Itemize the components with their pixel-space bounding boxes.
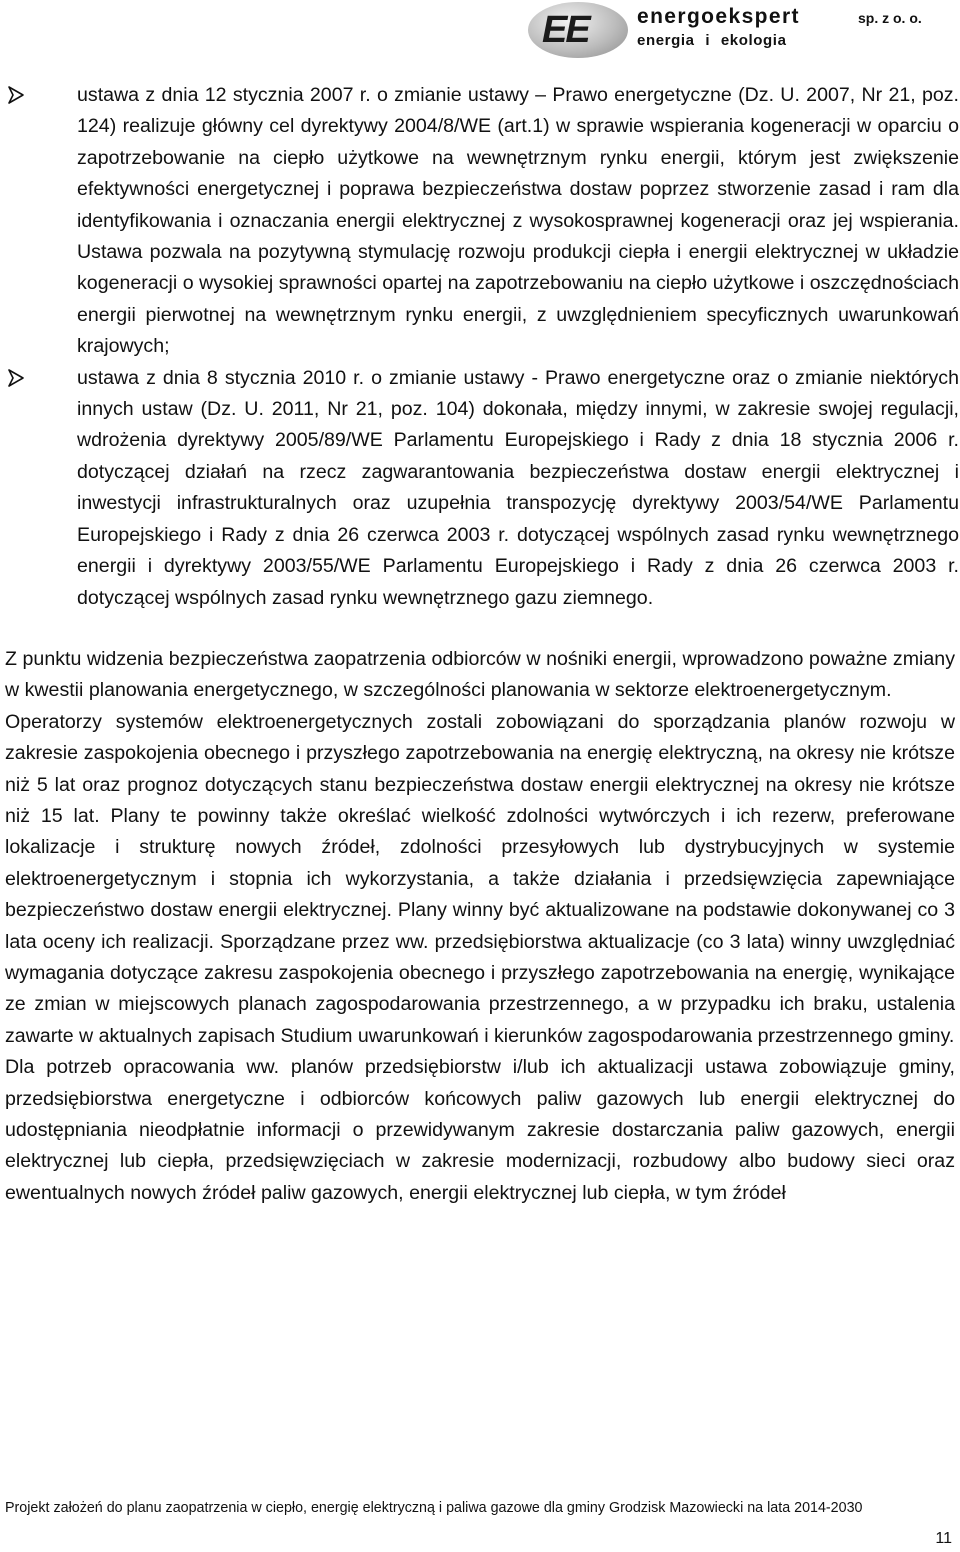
brand-tagline: energia i ekologia xyxy=(637,32,787,49)
brand-name: energoekspert xyxy=(637,5,800,28)
company-logo xyxy=(528,2,628,58)
bullet-text: ustawa z dnia 12 stycznia 2007 r. o zmianie ustawy – Prawo energetyczne (Dz. U. 2007, Nr 21, poz. 124) realizuje główny cel dyrektywy 2004/8/WE (art.1) w sprawie wspierania kogeneracji w oparciu o zapotrzebowanie na ciepło użytkowe na wewnętrznym rynku energii, którym jest zwiększenie efektywności energetycznej i poprawa bezpieczeństwa dostaw poprzez stworzenie zasad i ram dla identyfikowania i oznaczania energii elektrycznej z wysokosprawnej kogeneracji oraz jej wspierania. Ustawa pozwala na pozytywną stymulację rozwoju produkcji ciepła i energii elektrycznej w układzie kogeneracji o wysokiej sprawności opartej na zapotrzebowaniu na ciepło użytkowe i oszczędnościach energii pierwotnej na wewnętrznym rynku energii, z uwzględnieniem specyficznych uwarunkowań krajowych; xyxy=(77,84,959,358)
document-body xyxy=(5,80,959,1209)
bullet-item xyxy=(77,80,959,363)
bullet-item xyxy=(77,363,959,614)
page-number: 11 xyxy=(935,1530,952,1547)
company-form: sp. z o. o. xyxy=(858,10,922,26)
arrowhead-bullet-icon xyxy=(7,85,25,105)
logo-text: EE xyxy=(542,9,589,51)
bullet-list xyxy=(77,80,959,614)
footer-project-title: Projekt założeń do planu zaopatrzenia w ciepło, energię elektryczną i paliwa gazowe dla gminy Grodzisk Mazowiecki na lata 2014-2030 xyxy=(5,1500,863,1516)
arrowhead-bullet-icon xyxy=(7,368,25,388)
paragraph: Dla potrzeb opracowania ww. planów przedsiębiorstw i/lub ich aktualizacji ustawa zobowiązuje gminy, przedsiębiorstwa energetyczne i odbiorców końcowych paliw gazowych lub energii elektrycznej do udostępniania nieodpłatnie informacji o przewidywanym zakresie dostarczania paliw gazowych, energii elektrycznej lub ciepła, przedsięwzięciach w zakresie modernizacji, rozbudowy albo budowy sieci oraz ewentualnych nowych źródeł paliw gazowych, energii elektrycznej lub ciepła, w tym źródeł xyxy=(5,1056,955,1204)
paragraph: Operatorzy systemów elektroenergetycznych zostali zobowiązani do sporządzania planów rozwoju w zakresie zaspokojenia obecnego i przyszłego zapotrzebowania na energię elektryczną, na okresy nie krótsze niż 5 lat oraz prognoz dotyczących stanu bezpieczeństwa dostaw energii elektrycznej na okresy nie krótsze niż 15 lat. Plany te powinny także określać wielkość zdolności wytwórczych i ich rezerw, preferowane lokalizacje i strukturę nowych źródeł, zdolności przesyłowych lub dystrybucyjnych w systemie elektroenergetycznym i stopnia ich wykorzystania, a także działania i przedsięwzięcia zapewniające bezpieczeństwo dostaw energii elektrycznej. Plany winny być aktualizowane na podstawie dokonywanej co 3 lata oceny ich realizacji. Sporządzane przez ww. przedsiębiorstwa aktualizacje (co 3 lata) winny uwzględniać wymagania dotyczące zakresu zaspokojenia obecnego i przyszłego zapotrzebowania na energię, wynikające ze zmian w miejscowych planach zagospodarowania przestrzennego, a w przypadku ich braku, ustalenia zawarte w aktualnych zapisach Studium uwarunkowań i kierunków zagospodarowania przestrzennego gminy. xyxy=(5,710,955,1047)
paragraph: Z punktu widzenia bezpieczeństwa zaopatrzenia odbiorców w nośniki energii, wprowadzono poważne zmiany w kwestii planowania energetycznego, w szczególności planowania w sektorze elektroenergetycznym. xyxy=(5,647,955,702)
bullet-text: ustawa z dnia 8 stycznia 2010 r. o zmianie ustawy - Prawo energetyczne oraz o zmianie niektórych innych ustaw (Dz. U. 2011, Nr 21, poz. 104) dokonała, między innymi, w zakresie swojej regulacji, wdrożenia dyrektywy 2005/89/WE Parlamentu Europejskiego i Rady z dnia 18 stycznia 2006 r. dotyczącej działań na rzecz zagwarantowania bezpieczeństwa dostaw energii elektrycznej i inwestycji infrastrukturalnych oraz uzupełnia transpozycję dyrektywy 2003/54/WE Parlamentu Europejskiego i Rady z dnia 26 czerwca 2003 r. dotyczącej wspólnych zasad rynku wewnętrznego energii i dyrektywy 2003/55/WE Parlamentu Europejskiego i Rady z dnia 26 czerwca 2003 r. dotyczącej wspólnych zasad rynku wewnętrznego gazu ziemnego. xyxy=(77,366,959,609)
page-header xyxy=(0,0,960,62)
